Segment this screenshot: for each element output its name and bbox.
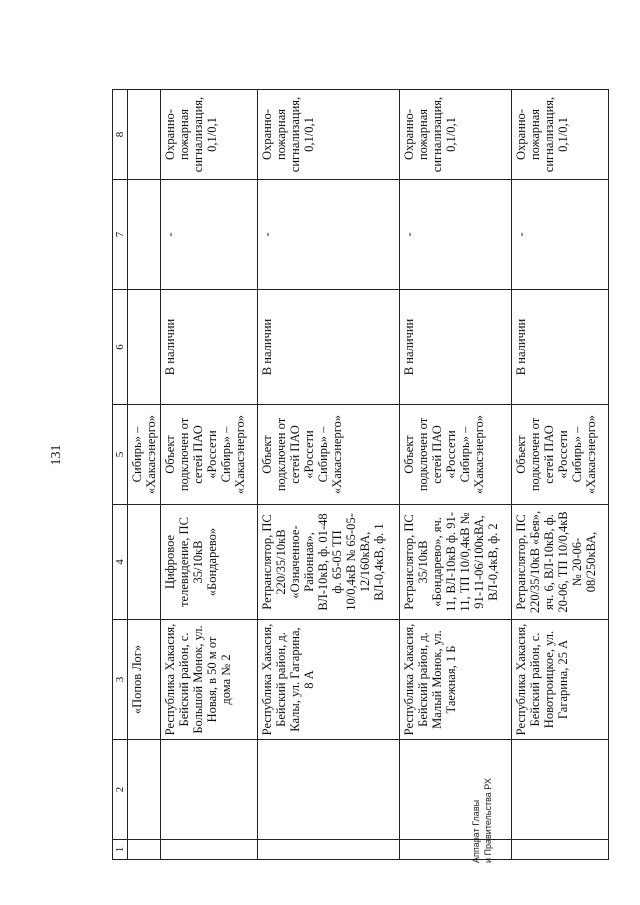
security-cell: Охранно-пожарная сигнализация, 0,1/0,1 bbox=[512, 90, 609, 180]
table-cell bbox=[128, 840, 161, 860]
column-7-cell: - bbox=[512, 180, 609, 290]
security-cell: Охранно-пожарная сигнализация, 0,1/0,1 bbox=[161, 90, 258, 180]
power-source-cell: Ретранслятор, ПС 220/35/10кВ «Бея», яч. 6, ВЛ-10кВ, ф. 20-06, ТП 10/0,4кВ № 20-06-08/250кВА, bbox=[512, 505, 609, 620]
address-cell: Республика Хакасия, Бейский район, с. Новотроицкое, ул. Гагарина, 25 А bbox=[512, 620, 609, 740]
stamp-line-1: Аппарат Главы bbox=[471, 799, 481, 863]
continued-connection-cell: Сибирь» – «Хакасэнерго» bbox=[128, 405, 161, 505]
table-cell bbox=[128, 740, 161, 840]
table-cell bbox=[128, 290, 161, 405]
table-cell bbox=[128, 180, 161, 290]
power-source-cell: Ретранслятор, ПС 35/10кВ «Бондарево», яч. 11, ВЛ-10кВ ф. 91-11, ТП 10/0,4кВ № 91-11-06/100кВА, ВЛ-0,4кВ, ф. 2 bbox=[400, 505, 512, 620]
availability-cell: В наличии bbox=[161, 290, 258, 405]
table-cell bbox=[128, 90, 161, 180]
security-cell: Охранно-пожарная сигнализация, 0,1/0,1 bbox=[257, 90, 399, 180]
column-number: 1 bbox=[113, 840, 128, 860]
availability-cell: В наличии bbox=[512, 290, 609, 405]
column-number: 7 bbox=[113, 180, 128, 290]
connection-cell: Объект подключен от сетей ПАО «Россети Сибирь» – «Хакасэнерго» bbox=[161, 405, 258, 505]
power-source-cell: Ретранслятор, ПС 220/35/10кВ «Означенное-Районная», ВЛ-10кВ, ф. 01-48 ф. 65-05 ТП 10/0,4кВ № 65-05-12/160кВА, ВЛ-0,4кВ, ф. 1 bbox=[257, 505, 399, 620]
availability-cell: В наличии bbox=[257, 290, 399, 405]
connection-cell: Объект подключен от сетей ПАО «Россети Сибирь» – «Хакасэнерго» bbox=[400, 405, 512, 505]
table-cell bbox=[400, 840, 512, 860]
address-cell: Республика Хакасия, Бейский район, д. Малый Монок, ул. Таежная, 1 Б bbox=[400, 620, 512, 740]
rotated-table-container bbox=[112, 90, 609, 860]
security-cell: Охранно-пожарная сигнализация, 0,1/0,1 bbox=[400, 90, 512, 180]
table-cell bbox=[128, 505, 161, 620]
address-cell: Республика Хакасия, Бейский район, д. Калы, ул. Гагарина, 8 А bbox=[257, 620, 399, 740]
table-row bbox=[400, 90, 512, 860]
availability-cell: В наличии bbox=[400, 290, 512, 405]
table-cell bbox=[257, 840, 399, 860]
column-number: 5 bbox=[113, 405, 128, 505]
table-row bbox=[512, 90, 609, 860]
table-row bbox=[161, 90, 258, 860]
column-7-cell: - bbox=[257, 180, 399, 290]
connection-cell: Объект подключен от сетей ПАО «Россети Сибирь» – «Хакасэнерго» bbox=[512, 405, 609, 505]
stamp-line-2: и Правительства РХ bbox=[483, 778, 493, 863]
objects-table bbox=[112, 89, 609, 860]
table-cell bbox=[400, 740, 512, 840]
column-number: 6 bbox=[113, 290, 128, 405]
table-cell bbox=[257, 740, 399, 840]
column-number: 2 bbox=[113, 740, 128, 840]
table-row bbox=[257, 90, 399, 860]
column-number: 8 bbox=[113, 90, 128, 180]
address-cell: Республика Хакасия, Бейский район, с. Большой Монок, ул. Новая, в 50 м от дома № 2 bbox=[161, 620, 258, 740]
column-number-row bbox=[113, 90, 128, 860]
table-cell bbox=[161, 840, 258, 860]
column-number: 3 bbox=[113, 620, 128, 740]
column-7-cell: - bbox=[400, 180, 512, 290]
connection-cell: Объект подключен от сетей ПАО «Россети Сибирь» – «Хакасэнерго» bbox=[257, 405, 399, 505]
page-number: 131 bbox=[49, 444, 64, 466]
power-source-cell: Цифровое телевидение, ПС 35/10кВ «Бондарево» bbox=[161, 505, 258, 620]
continuation-row bbox=[128, 90, 161, 860]
table-cell bbox=[161, 740, 258, 840]
table-cell bbox=[512, 840, 609, 860]
continued-address-cell: «Попов Лог» bbox=[128, 620, 161, 740]
table-cell bbox=[512, 740, 609, 840]
column-7-cell: - bbox=[161, 180, 258, 290]
column-number: 4 bbox=[113, 505, 128, 620]
